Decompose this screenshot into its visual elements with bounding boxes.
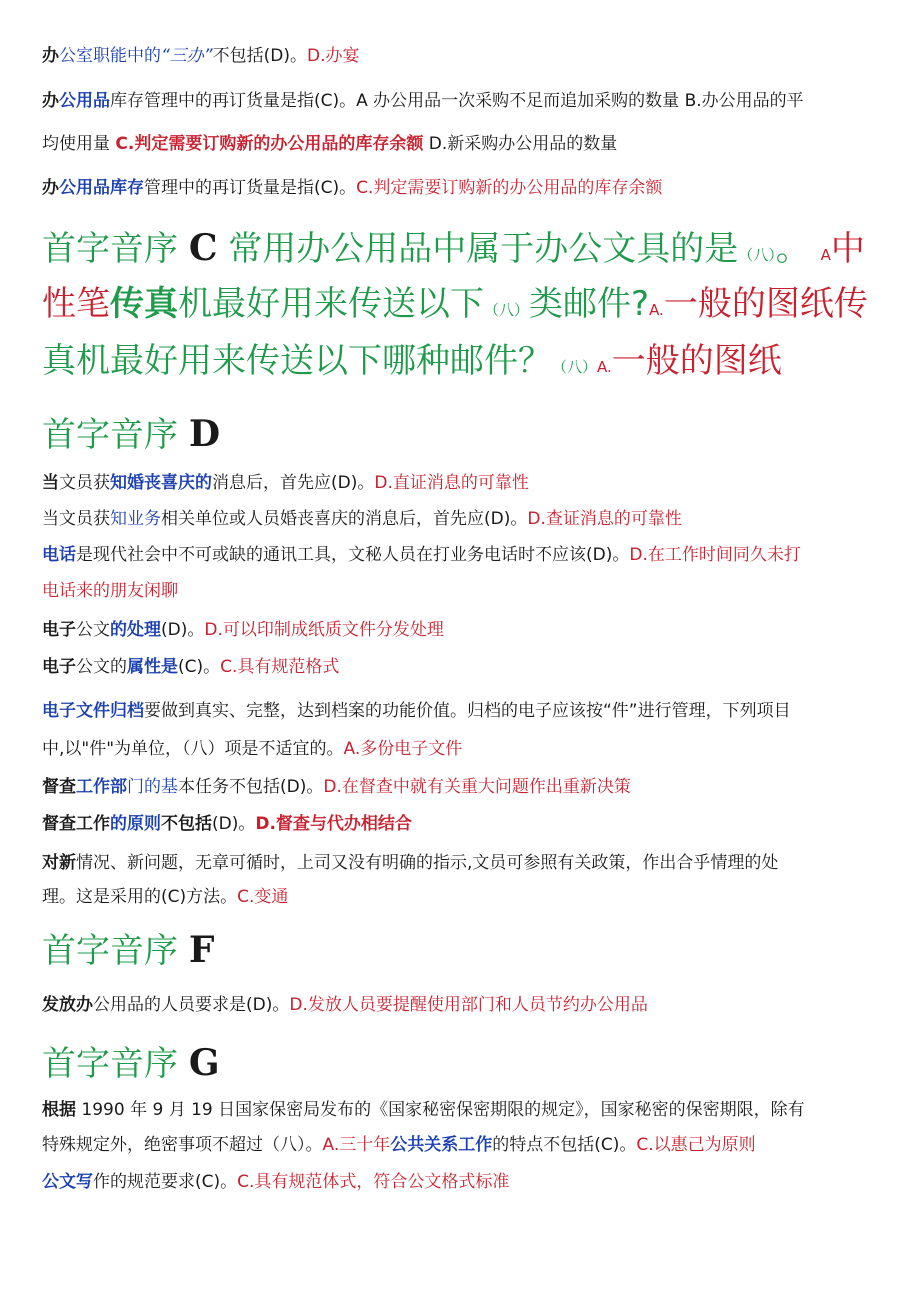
section-heading-d: 首字音序 D: [42, 413, 221, 455]
qa-distribution-staff: 发放办公用品的人员要求是(D)。D.发放人员要提醒使用部门和人员节约办公用品: [42, 995, 648, 1015]
qa-e-document-attribute: 电子公文的属性是(C)。C.具有规范格式: [42, 657, 340, 677]
section-heading-f: 首字音序 F: [42, 929, 215, 971]
qa-big-fax-line1: 性笔传真机最好用来传送以下（八）类邮件?A.一般的图纸传: [42, 284, 868, 324]
qa-office-functions: 办公室职能中的“三办”不包括(D)。D.办宴: [42, 46, 360, 66]
qa-e-file-archiving: 电子文件归档要做到真实、完整，达到档案的功能价值。归档的电子应该按“件”进行管理，下列项目: [42, 701, 791, 721]
qa-supervision-principles: 督查工作的原则不包括(D)。D.督查与代办相结合: [42, 814, 412, 834]
qa-e-file-archiving-cont: 中,以"件"为单位，（八）项是不适宜的。A.多份电子文件: [42, 739, 463, 759]
section-heading-c-line: 首字音序 C 常用办公用品中属于办公文具的是（八）。 A中: [42, 227, 865, 269]
qa-supervision-tasks: 督查工作部门的基本任务不包括(D)。D.在督查中就有关重大问题作出重新决策: [42, 777, 631, 797]
qa-reorder-quantity-short: 办公用品库存管理中的再订货量是指(C)。C.判定需要订购新的办公用品的库存余额: [42, 178, 663, 198]
qa-secret-period: 根据 1990 年 9 月 19 日国家保密局发布的《国家秘密保密期限的规定》，国家秘密的保密期限，除有: [42, 1100, 805, 1120]
section-heading-g: 首字音序 G: [42, 1042, 220, 1084]
qa-secret-period-cont: 特殊规定外，绝密事项不超过（八）。A.三十年公共关系工作的特点不包括(C)。C.以惠己为原则: [42, 1135, 756, 1155]
qa-wedding-funeral-1: 当文员获知婚丧喜庆的消息后，首先应(D)。D.直证消息的可靠性: [42, 473, 529, 493]
qa-phone-cont: 电话来的朋友闲聊: [42, 581, 178, 601]
qa-new-situations-cont: 理。这是采用的(C)方法。C.变通: [42, 887, 289, 907]
qa-phone: 电话是现代社会中不可或缺的通讯工具，文秘人员在打业务电话时不应该(D)。D.在工作时间同久未打: [42, 545, 801, 565]
qa-new-situations: 对新情况、新问题，无章可循时，上司又没有明确的指示,文员可参照有关政策，作出合乎情理的处: [42, 853, 779, 873]
qa-wedding-funeral-2: 当文员获知业务相关单位或人员婚丧喜庆的消息后，首先应(D)。D.查证消息的可靠性: [42, 509, 682, 529]
qa-reorder-quantity-long-cont: 均使用量 C.判定需要订购新的办公用品的库存余额 D.新采购办公用品的数量: [42, 134, 618, 154]
qa-official-writing: 公文写作的规范要求(C)。C.具有规范体式，符合公文格式标准: [42, 1172, 510, 1192]
qa-e-document-processing: 电子公文的处理(D)。D.可以印制成纸质文件分发处理: [42, 620, 444, 640]
section-heading-c: 首字音序 C: [42, 227, 218, 269]
qa-reorder-quantity-long: 办公用品库存管理中的再订货量是指(C)。A 办公用品一次采购不足而追加采购的数量 B.办公用品的平: [42, 91, 804, 111]
qa-big-fax-line2: 真机最好用来传送以下哪种邮件？（八）A.一般的图纸: [42, 341, 782, 381]
